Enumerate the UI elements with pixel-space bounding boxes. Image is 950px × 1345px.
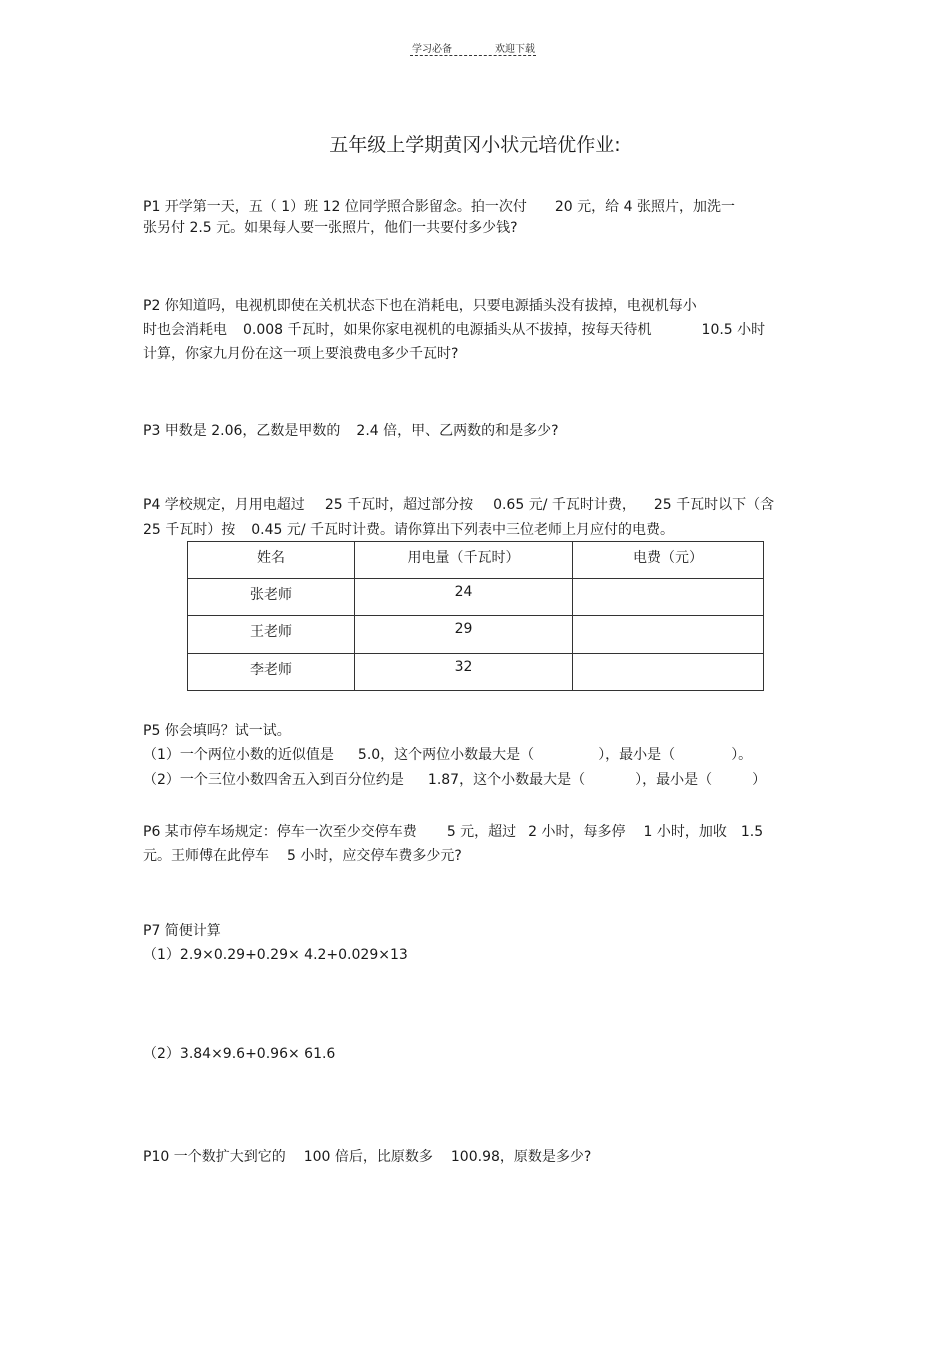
p5-text-c: ），最小是（ <box>598 747 676 763</box>
p7-title: P7 简便计算 <box>143 923 221 939</box>
p5-text-a: （1）一个两位小数的近似值是 <box>143 747 334 763</box>
p6-text-f: 元。王师傅在此停车 <box>143 848 269 864</box>
table-cell-usage: 24 <box>355 579 573 616</box>
table-row <box>188 579 764 616</box>
p5-text-b: 5.0，这个两位小数最大是（ <box>357 747 535 763</box>
p10-text-c: 100.98，原数是多少? <box>450 1149 592 1165</box>
p3-line <box>143 419 559 443</box>
p5-text-e: （2）一个三位小数四舍五入到百分位约是 <box>143 772 404 788</box>
p3-text-b: 2.4 倍，甲、乙两数的和是多少? <box>356 423 559 439</box>
p5-line-1: P5 你会填吗？试一试。 <box>143 723 291 739</box>
table-cell-fee <box>573 654 764 691</box>
p6-text-a: P6 某市停车场规定：停车一次至少交停车费 <box>143 824 417 840</box>
p2-text-b: 0.008 千瓦时，如果你家电视机的电源插头从不拔掉，按每天待机 <box>243 322 652 338</box>
electricity-fee-table <box>187 541 764 691</box>
header-right-text: 欢迎下载 <box>495 44 535 55</box>
p10-text-a: P10 一个数扩大到它的 <box>143 1149 286 1165</box>
p2-line-1: P2 你知道吗，电视机即使在关机状态下也在消耗电，只要电源插头没有拔掉，电视机每小 <box>143 298 697 314</box>
table-row <box>188 654 764 691</box>
header-divider <box>410 55 536 56</box>
p2-text-a: 时也会消耗电 <box>143 322 227 338</box>
p4-text-a: P4 学校规定，月用电超过 <box>143 497 305 513</box>
p5-line-3 <box>143 768 766 792</box>
table-row <box>188 616 764 654</box>
p6-text-c: 2 小时，每多停 <box>528 824 626 840</box>
header-left-text: 学习必备 <box>412 44 452 55</box>
p1-text-a: P1 开学第一天，五（ 1）班 12 位同学照合影留念。拍一次付 <box>143 199 527 215</box>
p7-item-1: （1）2.9×0.29+0.29× 4.2+0.029×13 <box>143 947 408 963</box>
p4-text-d: 25 千瓦时以下（含 <box>653 497 775 513</box>
p4-line-2 <box>143 518 674 542</box>
p6-text-g: 5 小时，应交停车费多少元? <box>287 848 462 864</box>
p4-text-b: 25 千瓦时，超过部分按 <box>324 497 474 513</box>
p6-text-d: 1 小时，加收 <box>643 824 727 840</box>
p2-line-2 <box>143 318 765 342</box>
p1-text-b: 20 元，给 4 张照片，加洗一 <box>554 199 735 215</box>
p5-text-f: 1.87，这个小数最大是（ <box>427 772 586 788</box>
p6-line-1 <box>143 820 763 844</box>
p5-text-g: ），最小是（ <box>635 772 713 788</box>
p6-line-2 <box>143 844 462 868</box>
p4-line-1 <box>143 493 774 517</box>
table-cell-name: 张老师 <box>188 579 355 616</box>
p1-line-2: 张另付 2.5 元。如果每人要一张照片，他们一共要付多少钱? <box>143 220 518 236</box>
table-header-row <box>188 542 764 579</box>
p4-text-f: 0.45 元/ 千瓦时计费。请你算出下列表中三位老师上月应付的电费。 <box>251 522 675 538</box>
p4-text-c: 0.65 元/ 千瓦时计费， <box>493 497 636 513</box>
p5-line-2 <box>143 743 752 767</box>
table-cell-usage: 29 <box>355 616 573 654</box>
table-cell-fee <box>573 579 764 616</box>
p4-text-e: 25 千瓦时）按 <box>143 522 236 538</box>
table-header-fee: 电费（元） <box>573 542 764 579</box>
table-cell-usage: 32 <box>355 654 573 691</box>
p5-text-h: ） <box>752 772 767 788</box>
table-header-usage: 用电量（千瓦时） <box>355 542 573 579</box>
p2-text-c: 10.5 小时 <box>701 322 766 338</box>
p10-text-b: 100 倍后，比原数多 <box>303 1149 433 1165</box>
p10-line <box>143 1145 591 1169</box>
p2-line-3: 计算，你家九月份在这一项上要浪费电多少千瓦时? <box>143 346 459 362</box>
table-cell-name: 李老师 <box>188 654 355 691</box>
table-cell-name: 王老师 <box>188 616 355 654</box>
p6-text-b: 5 元，超过 <box>446 824 517 840</box>
p5-text-d: ）。 <box>731 747 753 763</box>
table-header-name: 姓名 <box>188 542 355 579</box>
p3-text-a: P3 甲数是 2.06，乙数是甲数的 <box>143 423 341 439</box>
table-cell-fee <box>573 616 764 654</box>
page-title: 五年级上学期黄冈小状元培优作业: <box>329 134 621 156</box>
p7-item-2: （2）3.84×9.6+0.96× 61.6 <box>143 1046 336 1062</box>
p6-text-e: 1.5 <box>740 824 764 840</box>
